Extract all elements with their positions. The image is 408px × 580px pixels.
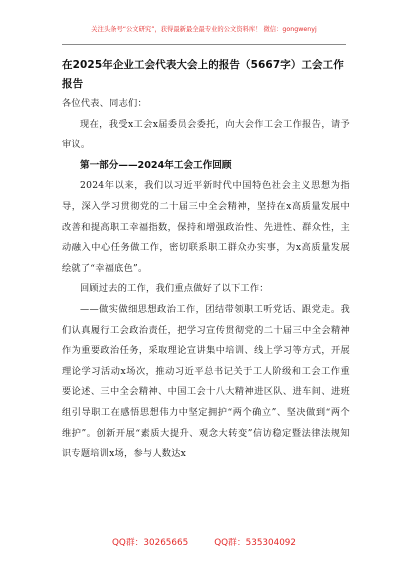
document-body (62, 56, 350, 547)
paragraph-political-work: ——做实做细思想政治工作，团结带领职工听党话、跟党走。我们认真履行工会政治责任，把学习宣传贯彻党的二十届三中全会精神作为重要政治任务，采取理论宣讲集中培训、线上学习等方式，开展理论学习活动x场次，推动习近平总书记关于工人阶级和工会工作重要论述、三中全会精神、中国工会十八大精神进区队、进车间、进班组引导职工在感悟思想伟力中坚定拥护“两个确立”、坚决做到“两个维护”。创新开展“素质大提升、观念大转变”信访稳定暨法律法规知识专题培训x场，参与人数达x (62, 303, 350, 460)
paragraph-review-intro: 回顾过去的工作，我们重点做好了以下工作： (80, 283, 269, 295)
salutation: 各位代表、同志们： (62, 98, 147, 109)
section-heading: 第一部分——2024年工会工作回顾 (80, 159, 232, 171)
footer-qq-group-2: QQ群：535304092 (214, 538, 297, 548)
footer-qq-group-1: QQ群：30265665 (111, 538, 189, 548)
footer-contacts (0, 535, 408, 548)
intro-paragraph: 现在，我受x工会x届委员会委托，向大会作工会工作报告，请予审议。 (62, 118, 350, 151)
paragraph-review-summary: 2024年以来，我们以习近平新时代中国特色社会主义思想为指导，深入学习贯彻党的二十届三中全会精神，坚持在x高质量发展中改善和提高职工幸福指数，保持和增强政治性、先进性、群众性，主动融入中心任务做工作，密切联系职工群众办实事，为x高质量发展绘就了“幸福底色”。 (62, 180, 350, 274)
header-divider (62, 44, 346, 45)
header-banner: 关注头条号“公文研究”，获得最新最全最专业的公文资料库！ 微信：gongwenyj (91, 26, 317, 33)
document-title: 在2025年企业工会代表大会上的报告（5667字）工会工作报告 (62, 59, 344, 90)
